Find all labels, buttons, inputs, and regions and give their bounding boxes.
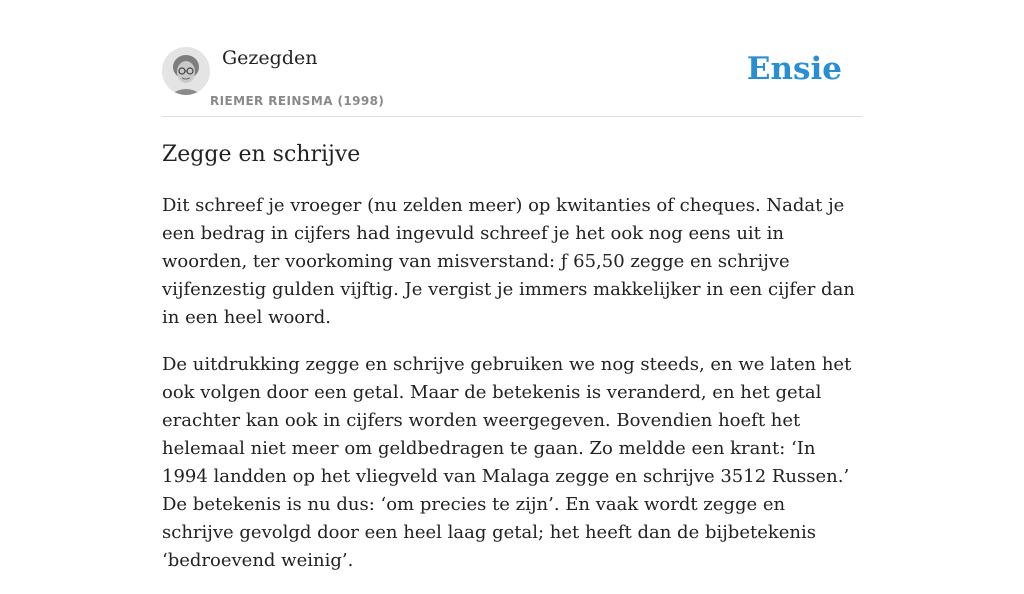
entry-body [162, 192, 862, 594]
entry-paragraph: De uitdrukking zegge en schrijve gebruiken we nog steeds, en we laten het ook volgen door een getal. Maar de betekenis is veranderd, en het getal erachter kan ook in cijfers worden weergegeven. Bovendien hoeft het helemaal niet meer om geldbedragen te gaan. Zo meldde een krant: ‘In 1994 landden op het vliegveld van Malaga zegge en schrijve 3512 Russen.’ De betekenis is nu dus: ‘om precies te zijn’. En vaak wordt zegge en schrijve gevolgd door een heel laag getal; het heeft dan de bijbetekenis ‘bedroevend weinig’. [162, 354, 852, 571]
author-avatar[interactable] [162, 47, 210, 95]
article-page [162, 0, 862, 571]
entry-paragraph: Dit schreef je vroeger (nu zelden meer) op kwitanties of cheques. Nadat je een bedrag in cijfers had ingevuld schreef je het ook nog eens uit in woorden, ter voorkoming van misverstand: ƒ 65,50 zegge en schrijve vijfenzestig gulden vijftig. Je vergist je immers makkelijker in een cijfer dan in een heel woord. [162, 195, 855, 328]
author-portrait-icon [162, 47, 210, 95]
ensie-logo[interactable]: Ensie [746, 51, 842, 87]
source-author: RIEMER REINSMA (1998) [210, 94, 385, 108]
source-header [162, 0, 862, 117]
entry-title: Zegge en schrijve [162, 142, 361, 167]
source-title[interactable]: Gezegden [222, 47, 318, 69]
